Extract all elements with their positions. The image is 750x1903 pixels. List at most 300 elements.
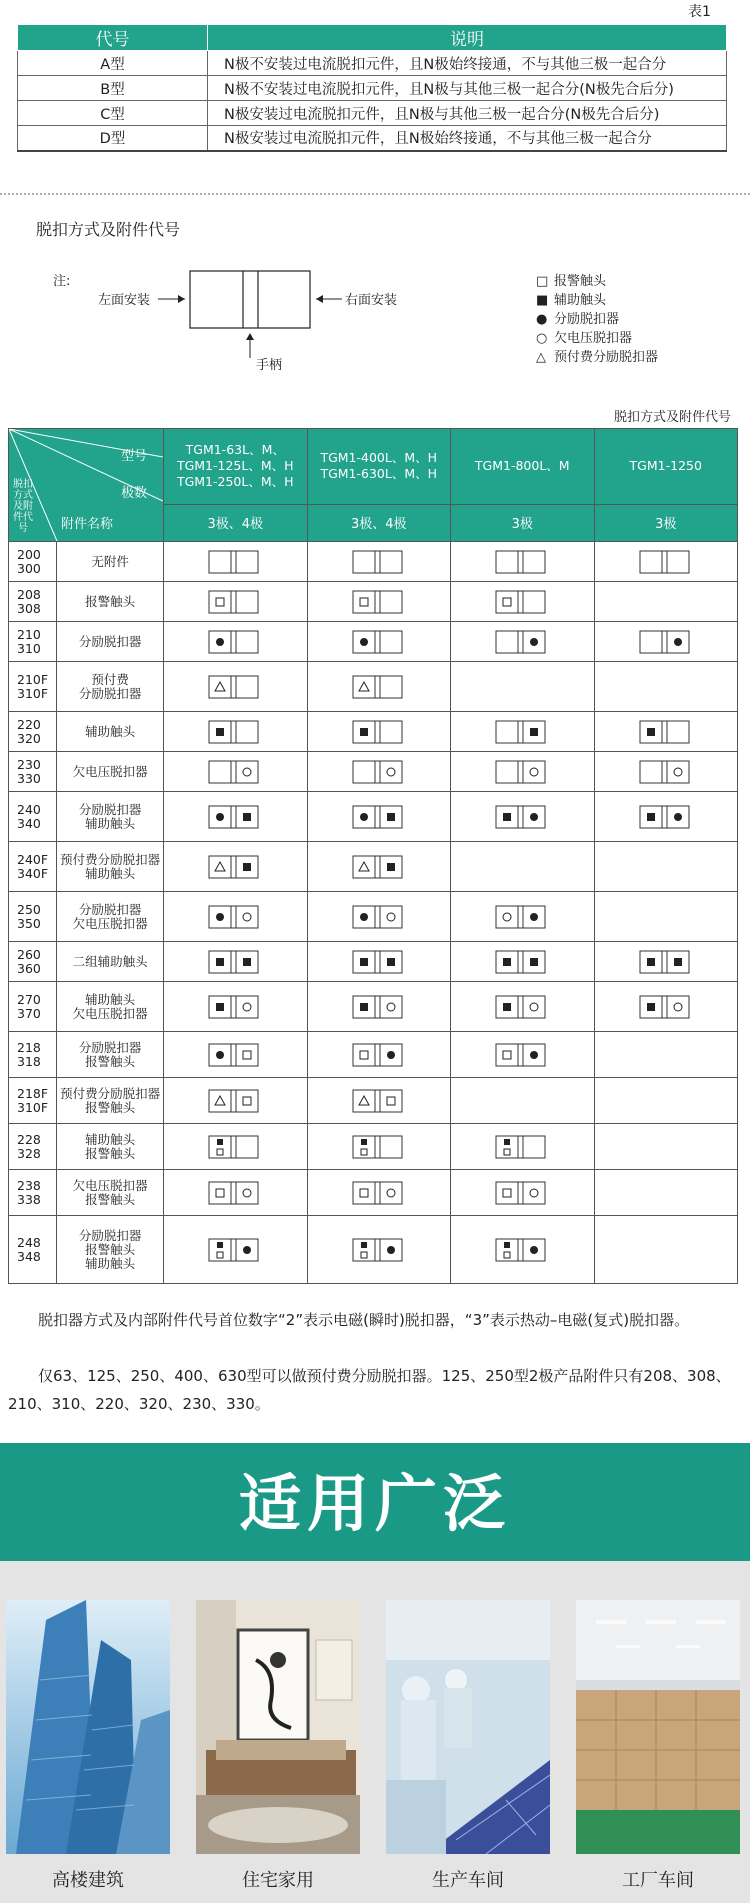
poles-header: 3极、4极 — [307, 504, 451, 541]
table-row — [18, 126, 727, 151]
alarm-contact-icon — [503, 1051, 511, 1059]
aux-contact-icon — [361, 1242, 367, 1248]
breaker-symbol — [208, 905, 260, 929]
breaker-symbol — [208, 675, 260, 699]
accessory-name: 预付费分励脱扣器 报警触头 — [57, 1078, 164, 1124]
breaker-symbol — [495, 995, 547, 1019]
undervoltage-release-icon — [243, 1189, 251, 1197]
breaker-symbol — [208, 805, 260, 829]
accessory-code: 260 360 — [9, 942, 57, 982]
shunt-release-icon — [216, 813, 224, 821]
shunt-release-icon — [243, 1246, 251, 1254]
accessory-cell — [594, 842, 738, 892]
accessory-cell — [451, 1124, 595, 1170]
type-description: N极不安装过电流脱扣元件，且N极与其他三极一起合分(N极先合后分) — [208, 76, 727, 101]
production-line-photo — [386, 1600, 550, 1854]
accessory-name: 二组辅助触头 — [57, 942, 164, 982]
aux-contact-icon — [503, 958, 511, 966]
prepaid-shunt-icon — [215, 862, 225, 871]
alarm-contact-icon — [361, 1149, 367, 1155]
accessory-cell — [307, 752, 451, 792]
table-row — [9, 712, 738, 752]
shunt-release-icon — [674, 813, 682, 821]
banner-title: 适用广泛 — [238, 1467, 511, 1540]
legend-item — [536, 310, 658, 329]
accessory-cell — [307, 1124, 451, 1170]
breaker-symbol — [495, 550, 547, 574]
corner-model-label: 型号 — [121, 449, 148, 464]
accessory-code: 220 320 — [9, 712, 57, 752]
shunt-release-icon — [360, 638, 368, 646]
prepaid-shunt-icon — [359, 862, 369, 871]
prepaid-shunt-icon — [215, 682, 225, 691]
accessory-cell — [307, 582, 451, 622]
accessory-cell — [594, 1078, 738, 1124]
living-room-photo — [196, 1600, 360, 1854]
left-arrow-head — [178, 295, 185, 303]
alarm-contact-icon — [360, 1189, 368, 1197]
accessory-cell — [594, 662, 738, 712]
accessory-code-table — [8, 428, 738, 1284]
accessory-cell — [451, 752, 595, 792]
type-description: N极安装过电流脱扣元件，且N极始终接通，不与其他三极一起合分 — [208, 126, 727, 151]
breaker-symbol — [352, 950, 404, 974]
accessory-cell — [594, 712, 738, 752]
accessory-cell — [164, 1078, 308, 1124]
accessory-name: 分励脱扣器 欠电压脱扣器 — [57, 892, 164, 942]
breaker-symbol — [208, 1089, 260, 1113]
right-install-label: 右面安装 — [345, 293, 398, 308]
accessory-cell — [164, 942, 308, 982]
breaker-symbol — [352, 995, 404, 1019]
prepaid-shunt-icon: △ — [536, 350, 546, 365]
prepaid-shunt-icon — [215, 1096, 225, 1105]
accessory-cell — [594, 542, 738, 582]
aux-contact-icon — [504, 1139, 510, 1145]
aux-contact-icon — [530, 728, 538, 736]
accessory-cell — [307, 942, 451, 982]
accessory-cell — [307, 622, 451, 662]
aux-contact-icon — [503, 1003, 511, 1011]
accessory-code: 228 328 — [9, 1124, 57, 1170]
table-row — [9, 582, 738, 622]
table1-header-code: 代号 — [18, 25, 208, 51]
accessory-cell — [451, 622, 595, 662]
legend-label: 分励脱扣器 — [554, 312, 620, 327]
shunt-release-icon — [216, 913, 224, 921]
legend-item — [536, 329, 658, 348]
accessory-name: 报警触头 — [57, 582, 164, 622]
alarm-contact-icon: □ — [536, 274, 549, 289]
breaker-symbol — [352, 905, 404, 929]
breaker-symbol — [208, 855, 260, 879]
breaker-symbol — [208, 720, 260, 744]
breaker-symbol — [352, 805, 404, 829]
undervoltage-release-icon — [387, 913, 395, 921]
undervoltage-release-icon — [387, 1003, 395, 1011]
accessory-cell — [307, 712, 451, 752]
accessory-cell — [164, 1032, 308, 1078]
accessory-cell — [451, 662, 595, 712]
accessory-cell — [307, 1032, 451, 1078]
skyscraper-photo — [6, 1600, 170, 1854]
accessory-cell — [451, 542, 595, 582]
aux-contact-icon — [216, 1003, 224, 1011]
legend-label: 欠电压脱扣器 — [554, 331, 633, 346]
breaker-symbol — [639, 995, 691, 1019]
accessory-cell — [594, 982, 738, 1032]
table-row — [9, 982, 738, 1032]
accessory-code: 248 348 — [9, 1216, 57, 1284]
table1-caption: 表1 — [688, 4, 711, 20]
accessory-cell — [594, 1216, 738, 1284]
type-code: C型 — [18, 101, 208, 126]
factory-warehouse-photo — [576, 1600, 740, 1854]
accessory-name: 辅助触头 报警触头 — [57, 1124, 164, 1170]
prepaid-shunt-icon — [359, 1096, 369, 1105]
shunt-release-icon — [674, 638, 682, 646]
accessory-cell — [451, 842, 595, 892]
breaker-symbol — [639, 805, 691, 829]
accessory-cell — [594, 1032, 738, 1078]
breaker-symbol — [352, 855, 404, 879]
accessory-cell — [594, 1170, 738, 1216]
type-description: N极安装过电流脱扣元件，且N极与其他三极一起合分(N极先合后分) — [208, 101, 727, 126]
aux-contact-icon — [674, 958, 682, 966]
aux-contact-icon — [504, 1242, 510, 1248]
accessory-code: 208 308 — [9, 582, 57, 622]
accessory-cell — [307, 1170, 451, 1216]
accessory-cell — [307, 542, 451, 582]
model-header: TGM1-400L、M、H TGM1-630L、M、H — [307, 429, 451, 505]
alarm-contact-icon — [361, 1252, 367, 1258]
accessory-cell — [164, 542, 308, 582]
undervoltage-release-icon — [243, 768, 251, 776]
aux-contact-icon — [243, 958, 251, 966]
breaker-symbol — [208, 1181, 260, 1205]
accessory-cell — [594, 622, 738, 662]
alarm-contact-icon — [216, 598, 224, 606]
accessory-cell — [164, 1124, 308, 1170]
accessory-cell — [164, 712, 308, 752]
shunt-release-icon — [530, 813, 538, 821]
aux-contact-icon — [647, 1003, 655, 1011]
accessory-cell — [307, 662, 451, 712]
undervoltage-release-icon — [674, 1003, 682, 1011]
aux-contact-icon — [387, 863, 395, 871]
accessory-cell — [451, 1032, 595, 1078]
accessory-cell — [164, 842, 308, 892]
aux-contact-icon — [216, 728, 224, 736]
note-label: 注: — [53, 274, 71, 289]
accessory-name: 预付费分励脱扣器 辅助触头 — [57, 842, 164, 892]
aux-contact-icon — [647, 728, 655, 736]
table-row — [9, 622, 738, 662]
accessory-cell — [307, 1078, 451, 1124]
shunt-release-icon — [216, 1051, 224, 1059]
shunt-release-icon — [360, 913, 368, 921]
accessory-cell — [307, 792, 451, 842]
gallery-label: 工厂车间 — [622, 1870, 694, 1891]
alarm-contact-icon — [503, 598, 511, 606]
undervoltage-release-icon — [243, 1003, 251, 1011]
legend-item — [536, 291, 658, 310]
legend-item — [536, 348, 658, 367]
accessory-code: 270 370 — [9, 982, 57, 1032]
table1-header-desc: 说明 — [208, 25, 727, 51]
aux-contact-icon — [217, 1242, 223, 1248]
accessory-cell — [594, 942, 738, 982]
model-header: TGM1-1250 — [594, 429, 738, 505]
alarm-contact-icon — [217, 1149, 223, 1155]
symbol-legend — [536, 272, 658, 367]
poles-header: 3极 — [594, 504, 738, 541]
undervoltage-release-icon — [387, 768, 395, 776]
breaker-symbol — [495, 590, 547, 614]
undervoltage-release-icon — [674, 768, 682, 776]
accessory-cell — [164, 662, 308, 712]
accessory-code: 240F 340F — [9, 842, 57, 892]
breaker-symbol — [208, 1135, 260, 1159]
breaker-symbol — [352, 550, 404, 574]
accessory-cell — [164, 982, 308, 1032]
accessory-cell — [307, 1216, 451, 1284]
aux-contact-icon — [503, 813, 511, 821]
right-arrow-head — [316, 295, 323, 303]
shunt-release-icon — [530, 913, 538, 921]
aux-contact-icon — [243, 863, 251, 871]
accessory-cell — [164, 752, 308, 792]
breaker-symbol — [208, 550, 260, 574]
table-row — [9, 1078, 738, 1124]
alarm-contact-icon — [504, 1252, 510, 1258]
section-title: 脱扣方式及附件代号 — [36, 220, 181, 239]
accessory-code: 210 310 — [9, 622, 57, 662]
alarm-contact-icon — [387, 1097, 395, 1105]
accessory-cell — [307, 892, 451, 942]
breaker-symbol — [208, 1043, 260, 1067]
accessory-cell — [164, 582, 308, 622]
accessory-cell — [451, 1170, 595, 1216]
corner-code-label: 脱扣方式及附件代号 — [13, 479, 33, 534]
accessory-name: 无附件 — [57, 542, 164, 582]
breaker-symbol — [495, 1238, 547, 1262]
gallery-label: 生产车间 — [432, 1870, 504, 1891]
undervoltage-release-icon — [530, 1003, 538, 1011]
corner-name-label: 附件名称 — [61, 517, 114, 532]
note-paragraph: 脱扣器方式及内部附件代号首位数字“2”表示电磁(瞬时)脱扣器，“3”表示热动–电磁(复式)脱扣器。 — [38, 1311, 690, 1329]
gallery-label: 住宅家用 — [242, 1870, 314, 1891]
accessory-cell — [164, 1170, 308, 1216]
accessory-code: 210F 310F — [9, 662, 57, 712]
table-row — [9, 892, 738, 942]
alarm-contact-icon — [360, 598, 368, 606]
aux-contact-icon — [647, 813, 655, 821]
accessory-name: 分励脱扣器 报警触头 辅助触头 — [57, 1216, 164, 1284]
breaker-symbol — [208, 950, 260, 974]
undervoltage-release-icon — [530, 768, 538, 776]
accessory-code: 200 300 — [9, 542, 57, 582]
breaker-symbol — [495, 760, 547, 784]
aux-contact-icon — [647, 958, 655, 966]
table-row — [9, 752, 738, 792]
accessory-cell — [451, 892, 595, 942]
table-row — [9, 942, 738, 982]
shunt-release-icon — [387, 1246, 395, 1254]
accessory-cell — [451, 582, 595, 622]
aux-contact-icon: ■ — [536, 293, 549, 308]
alarm-contact-icon — [217, 1252, 223, 1258]
accessory-code: 250 350 — [9, 892, 57, 942]
shunt-release-icon — [216, 638, 224, 646]
breaker-symbol — [352, 1238, 404, 1262]
table2-caption: 脱扣方式及附件代号 — [614, 410, 732, 425]
alarm-contact-icon — [216, 1189, 224, 1197]
breaker-symbol — [495, 630, 547, 654]
legend-item — [536, 272, 658, 291]
accessory-cell — [164, 892, 308, 942]
shunt-release-icon — [530, 1246, 538, 1254]
aux-contact-icon — [361, 1139, 367, 1145]
accessory-code: 240 340 — [9, 792, 57, 842]
breaker-symbol — [495, 1135, 547, 1159]
breaker-symbol — [352, 1043, 404, 1067]
breaker-symbol — [352, 1135, 404, 1159]
breaker-symbol — [495, 905, 547, 929]
alarm-contact-icon — [360, 1051, 368, 1059]
poles-header: 3极、4极 — [164, 504, 308, 541]
breaker-symbol — [639, 950, 691, 974]
table-row — [9, 1216, 738, 1284]
accessory-cell — [451, 982, 595, 1032]
breaker-symbol — [639, 760, 691, 784]
aux-contact-icon — [360, 1003, 368, 1011]
accessory-name: 欠电压脱扣器 报警触头 — [57, 1170, 164, 1216]
breaker-symbol — [208, 590, 260, 614]
type-description: N极不安装过电流脱扣元件，且N极始终接通，不与其他三极一起合分 — [208, 51, 727, 76]
accessory-cell — [307, 982, 451, 1032]
accessory-name: 分励脱扣器 报警触头 — [57, 1032, 164, 1078]
table-row — [18, 101, 727, 126]
pole-type-table — [17, 24, 727, 152]
breaker-symbol — [352, 1089, 404, 1113]
shunt-release-icon — [530, 1051, 538, 1059]
accessory-name: 预付费 分励脱扣器 — [57, 662, 164, 712]
accessory-cell — [451, 712, 595, 752]
model-header: TGM1-800L、M — [451, 429, 595, 505]
undervoltage-release-icon — [243, 913, 251, 921]
table-row — [9, 542, 738, 582]
accessory-cell — [594, 582, 738, 622]
undervoltage-release-icon — [503, 913, 511, 921]
breaker-symbol — [495, 1043, 547, 1067]
accessory-cell — [594, 1124, 738, 1170]
corner-poles-label: 极数 — [121, 486, 148, 501]
breaker-symbol — [208, 760, 260, 784]
undervoltage-release-icon — [530, 1189, 538, 1197]
handle-label: 手柄 — [256, 358, 283, 373]
breaker-symbol — [208, 1238, 260, 1262]
accessory-cell — [594, 792, 738, 842]
undervoltage-release-icon: ○ — [536, 331, 548, 346]
accessory-cell — [451, 942, 595, 982]
breaker-symbol — [352, 760, 404, 784]
breaker-symbol — [352, 590, 404, 614]
accessory-code: 218 318 — [9, 1032, 57, 1078]
breaker-symbol — [639, 630, 691, 654]
alarm-contact-icon — [243, 1051, 251, 1059]
undervoltage-release-icon — [387, 1189, 395, 1197]
breaker-symbol — [495, 1181, 547, 1205]
accessory-name: 分励脱扣器 — [57, 622, 164, 662]
breaker-symbol — [352, 675, 404, 699]
breaker-symbol — [495, 950, 547, 974]
alarm-contact-icon — [504, 1149, 510, 1155]
alarm-contact-icon — [503, 1189, 511, 1197]
type-code: B型 — [18, 76, 208, 101]
table-row — [9, 842, 738, 892]
table-row — [18, 76, 727, 101]
alarm-contact-icon — [243, 1097, 251, 1105]
note-paragraph: 仅63、125、250、400、630型可以做预付费分励脱扣器。125、250型2极产品附件只有208、308、210、310、220、320、230、330。 — [8, 1367, 731, 1413]
aux-contact-icon — [217, 1139, 223, 1145]
type-code: D型 — [18, 126, 208, 151]
table-row — [9, 1124, 738, 1170]
section-divider — [0, 193, 750, 195]
model-header: TGM1-63L、M、 TGM1-125L、M、H TGM1-250L、M、H — [164, 429, 308, 505]
prepaid-shunt-icon — [359, 682, 369, 691]
handle-arrow-head — [246, 333, 254, 340]
table2-corner — [9, 429, 164, 542]
shunt-release-icon: ● — [536, 312, 548, 327]
shunt-release-icon — [530, 638, 538, 646]
aux-contact-icon — [530, 958, 538, 966]
breaker-symbol — [639, 720, 691, 744]
legend-label: 报警触头 — [554, 274, 607, 289]
breaker-symbol — [352, 1181, 404, 1205]
aux-contact-icon — [216, 958, 224, 966]
breaker-symbol — [495, 720, 547, 744]
accessory-name: 辅助触头 欠电压脱扣器 — [57, 982, 164, 1032]
breaker-body — [190, 271, 310, 328]
accessory-code: 218F 310F — [9, 1078, 57, 1124]
accessory-name: 欠电压脱扣器 — [57, 752, 164, 792]
accessory-name: 辅助触头 — [57, 712, 164, 752]
table-row — [18, 51, 727, 76]
aux-contact-icon — [387, 813, 395, 821]
left-install-label: 左面安装 — [98, 293, 151, 308]
breaker-symbol — [352, 630, 404, 654]
accessory-cell — [594, 892, 738, 942]
accessory-cell — [164, 1216, 308, 1284]
breaker-symbol — [208, 630, 260, 654]
gallery-label: 高楼建筑 — [52, 1870, 124, 1891]
table-row — [9, 1170, 738, 1216]
accessory-code: 230 330 — [9, 752, 57, 792]
accessory-cell — [594, 752, 738, 792]
breaker-symbol — [352, 720, 404, 744]
aux-contact-icon — [243, 813, 251, 821]
accessory-cell — [451, 792, 595, 842]
type-code: A型 — [18, 51, 208, 76]
breaker-symbol — [495, 805, 547, 829]
table-row — [9, 1032, 738, 1078]
table2-model-row — [9, 429, 738, 505]
table-row — [9, 792, 738, 842]
legend-label: 辅助触头 — [554, 293, 607, 308]
poles-header: 3极 — [451, 504, 595, 541]
table-row — [9, 662, 738, 712]
